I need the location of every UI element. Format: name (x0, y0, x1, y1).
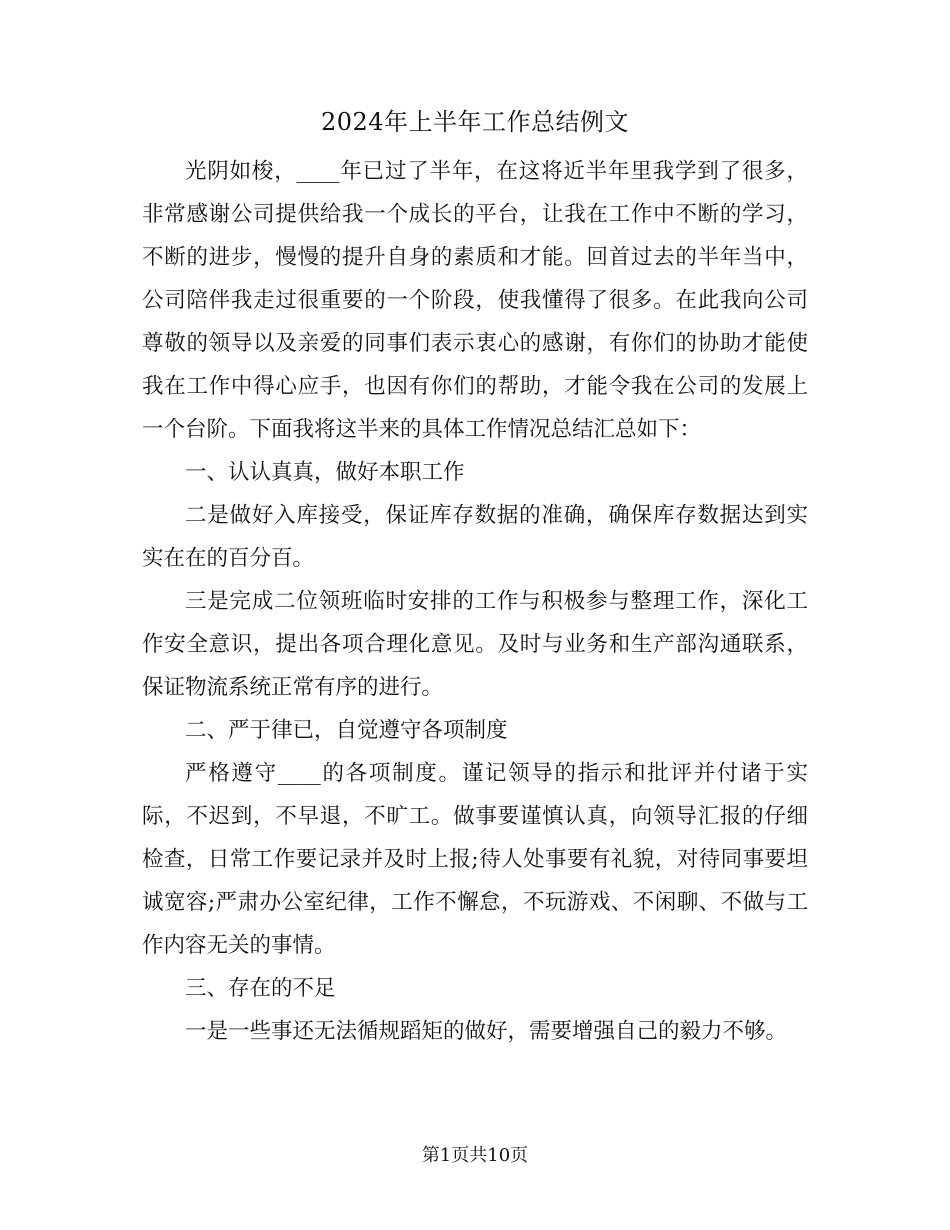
section-heading-1: 一、认认真真，做好本职工作 (185, 460, 465, 485)
paragraph-item-3: 三是完成二位领班临时安排的工作与积极参与整理工作，深化工作安全意识，提出各项合理化意见。及时与业务和生产部沟通联系，保证物流系统正常有序的进行。 (142, 589, 808, 700)
document-title: 2024年上半年工作总结例文 (320, 108, 630, 136)
paragraph-intro: 光阴如梭，____年已过了半年，在这将近半年里我学到了很多，非常感谢公司提供给我一个成长的平台，让我在工作中不断的学习，不断的进步，慢慢的提升自身的素质和才能。回首过去的半年当中，公司陪伴我走过很重要的一个阶段，使我懂得了很多。在此我向公司尊敬的领导以及亲爱的同事们表示衷心的感谢，有你们的协助才能使我在工作中得心应手，也因有你们的帮助，才能令我在公司的发展上一个台阶。下面我将这半来的具体工作情况总结汇总如下： (142, 159, 808, 442)
section-heading-3: 三、存在的不足 (185, 976, 336, 1001)
paragraph-shortcoming-1: 一是一些事还无法循规蹈矩的做好，需要增强自己的毅力不够。 (185, 1019, 788, 1044)
paragraph-item-2: 二是做好入库接受，保证库存数据的准确，确保库存数据达到实实在在的百分百。 (142, 503, 808, 571)
document-body (142, 150, 808, 1053)
section-heading-2: 二、严于律已，自觉遵守各项制度 (185, 718, 508, 743)
page-number-footer: 第1页共10页 (421, 1145, 529, 1166)
paragraph-rules: 严格遵守____的各项制度。谨记领导的指示和批评并付诸于实际，不迟到，不早退，不旷工。做事要谨慎认真，向领导汇报的仔细检查，日常工作要记录并及时上报;待人处事要有礼貌，对待同事要坦诚宽容;严肃办公室纪律，工作不懈怠，不玩游戏、不闲聊、不做与工作内容无关的事情。 (142, 761, 808, 958)
